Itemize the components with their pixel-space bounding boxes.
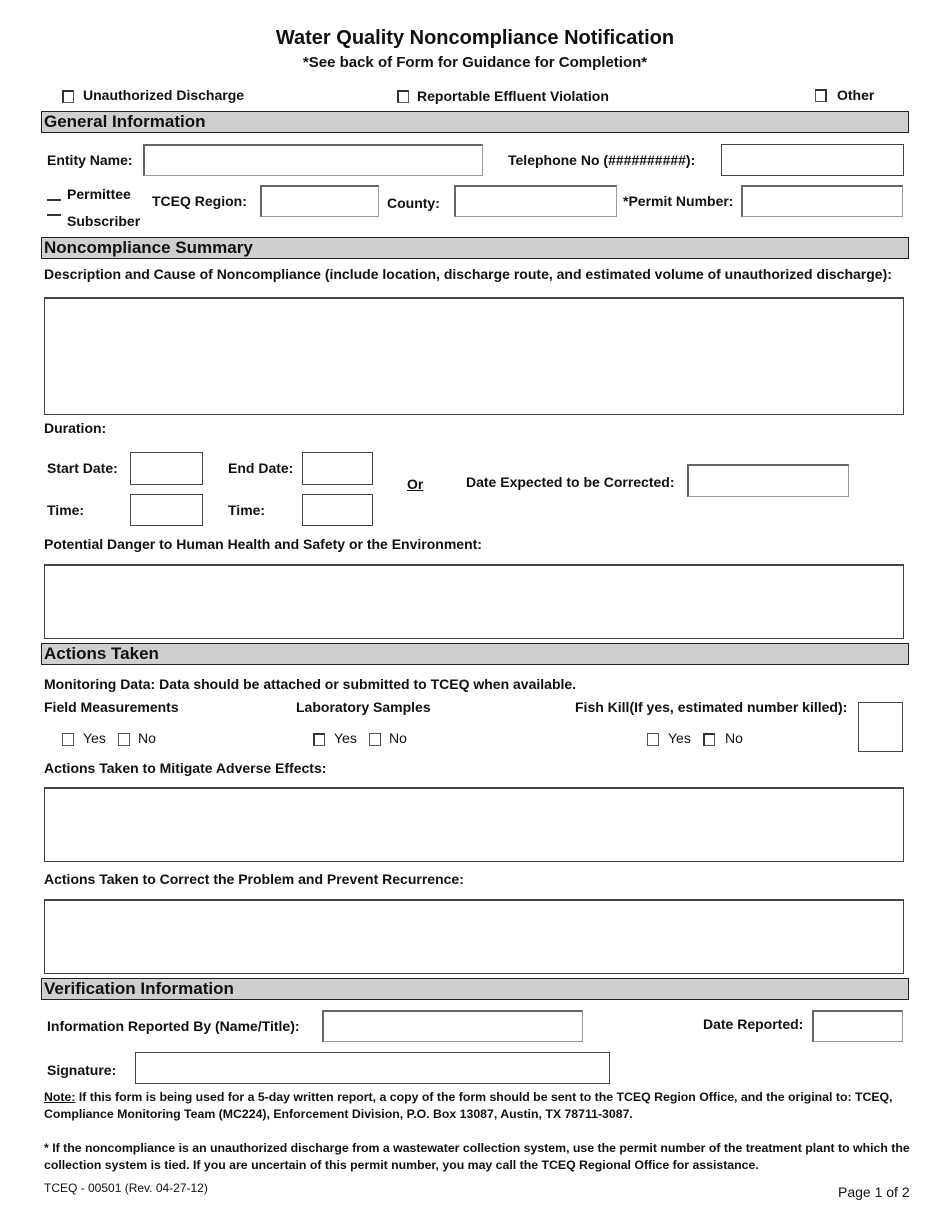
- date-reported-field[interactable]: [812, 1010, 903, 1042]
- reported-by-label: Information Reported By (Name/Title):: [47, 1018, 300, 1034]
- date-expected-field[interactable]: [687, 464, 849, 497]
- entity-name-label: Entity Name:: [47, 152, 133, 168]
- asterisk-note: * If the noncompliance is an unauthorized discharge from a wastewater collection system, use the permit number of the treatment plant to which the collection system is tied. If you are uncertain of this permit number, you may call the TCEQ Regional Office for assistance.: [44, 1141, 910, 1172]
- field-no-checkbox[interactable]: [118, 733, 130, 746]
- fish-yes-label: Yes: [668, 730, 691, 746]
- field-yes-checkbox[interactable]: [62, 733, 74, 746]
- fish-no-label: No: [725, 730, 743, 746]
- field-measurements-label: Field Measurements: [44, 699, 179, 715]
- note-label: Note:: [44, 1090, 76, 1104]
- reportable-violation-label: Reportable Effluent Violation: [417, 88, 609, 104]
- note-paragraph: [44, 1089, 914, 1123]
- fish-no-checkbox[interactable]: [703, 733, 715, 746]
- lab-no-checkbox[interactable]: [369, 733, 381, 746]
- field-no-label: No: [138, 730, 156, 746]
- lab-no-label: No: [389, 730, 407, 746]
- duration-label: Duration:: [44, 420, 107, 436]
- signature-label: Signature:: [47, 1062, 117, 1078]
- date-reported-label: Date Reported:: [703, 1016, 804, 1032]
- laboratory-samples-label: Laboratory Samples: [296, 699, 431, 715]
- mitigate-field[interactable]: [44, 787, 904, 862]
- permit-number-label: *Permit Number:: [623, 193, 734, 209]
- end-date-field[interactable]: [302, 452, 373, 485]
- verification-info-header: Verification Information: [41, 978, 909, 1000]
- telephone-label: Telephone No (##########):: [508, 152, 696, 168]
- unauthorized-discharge-label: Unauthorized Discharge: [83, 87, 245, 103]
- tceq-region-field[interactable]: [260, 185, 379, 217]
- description-label: Description and Cause of Noncompliance (include location, discharge route, and estimated volume of unauthorized discharge):: [44, 266, 892, 282]
- telephone-field[interactable]: [721, 144, 904, 176]
- entity-name-field[interactable]: [143, 144, 483, 176]
- subscriber-label: Subscriber: [67, 213, 141, 229]
- reported-by-field[interactable]: [322, 1010, 583, 1042]
- end-date-label: End Date:: [228, 460, 294, 476]
- form-id: TCEQ - 00501 (Rev. 04-27-12): [44, 1181, 208, 1195]
- date-expected-label: Date Expected to be Corrected:: [466, 474, 675, 490]
- page-number: Page 1 of 2: [838, 1184, 910, 1200]
- fish-kill-label: Fish Kill(If yes, estimated number killed):: [575, 699, 848, 715]
- other-label: Other: [837, 87, 875, 103]
- lab-yes-label: Yes: [334, 730, 357, 746]
- subscriber-checkbox[interactable]: [47, 214, 61, 227]
- permittee-checkbox[interactable]: [47, 188, 61, 201]
- tceq-region-label: TCEQ Region:: [152, 193, 247, 209]
- fish-kill-count-field[interactable]: [858, 702, 903, 752]
- or-label: Or: [407, 476, 424, 492]
- end-time-field[interactable]: [302, 494, 373, 526]
- form-subtitle: *See back of Form for Guidance for Completion*: [302, 54, 648, 71]
- description-field[interactable]: [44, 297, 904, 415]
- reportable-violation-checkbox[interactable]: [397, 90, 409, 103]
- start-time-label: Time:: [47, 502, 85, 518]
- signature-field[interactable]: [135, 1052, 610, 1084]
- field-yes-label: Yes: [83, 730, 106, 746]
- unauthorized-discharge-checkbox[interactable]: [62, 90, 74, 103]
- note-text: If this form is being used for a 5-day written report, a copy of the form should be sent to the TCEQ Region Office, and the original to: TCEQ, Compliance Monitoring Team (MC224), Enforcement Division, P.O. Box 13087, Austin, TX 78711-3087.: [44, 1090, 893, 1121]
- mitigate-label: Actions Taken to Mitigate Adverse Effects:: [44, 760, 327, 776]
- correct-problem-field[interactable]: [44, 899, 904, 974]
- potential-danger-field[interactable]: [44, 564, 904, 639]
- county-label: County:: [387, 195, 440, 211]
- permittee-label: Permittee: [67, 186, 131, 202]
- end-time-label: Time:: [228, 502, 266, 518]
- form-title: Water Quality Noncompliance Notification: [275, 27, 675, 49]
- correct-problem-label: Actions Taken to Correct the Problem and Prevent Recurrence:: [44, 871, 464, 887]
- noncompliance-summary-header: Noncompliance Summary: [41, 237, 909, 259]
- lab-yes-checkbox[interactable]: [313, 733, 325, 746]
- start-time-field[interactable]: [130, 494, 203, 526]
- start-date-label: Start Date:: [47, 460, 118, 476]
- other-checkbox[interactable]: [815, 89, 827, 102]
- permit-number-field[interactable]: [741, 185, 903, 217]
- fish-yes-checkbox[interactable]: [647, 733, 659, 746]
- general-info-header: General Information: [41, 111, 909, 133]
- start-date-field[interactable]: [130, 452, 203, 485]
- actions-taken-header: Actions Taken: [41, 643, 909, 665]
- county-field[interactable]: [454, 185, 617, 217]
- monitoring-data-label: Monitoring Data: Data should be attached or submitted to TCEQ when available.: [44, 676, 577, 692]
- potential-danger-label: Potential Danger to Human Health and Safety or the Environment:: [44, 536, 482, 552]
